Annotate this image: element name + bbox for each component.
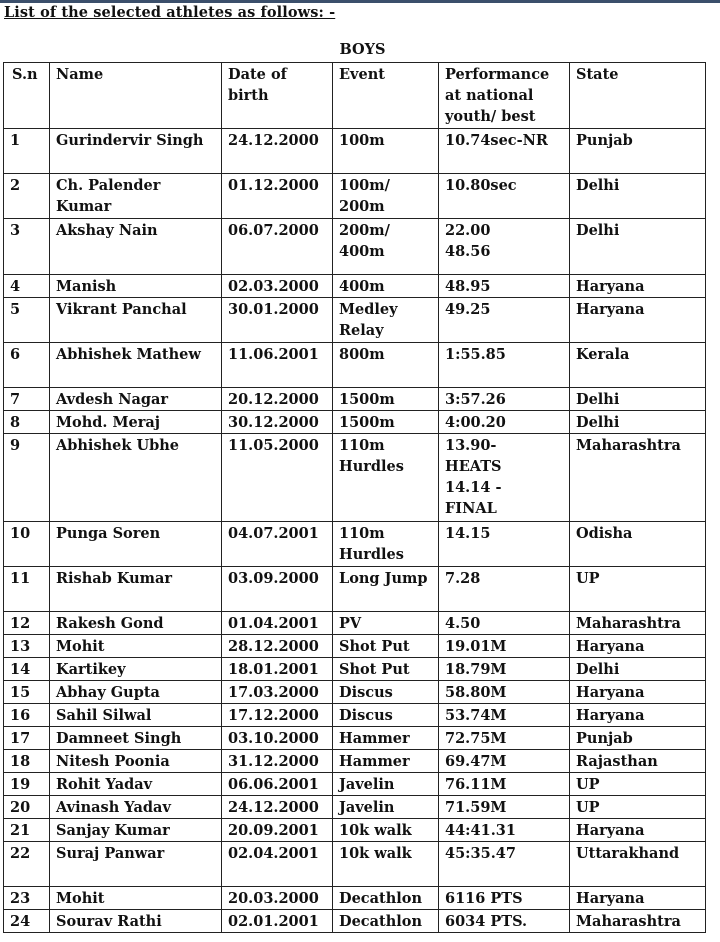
cell-performance: 4:00.20 [439, 411, 570, 434]
table-row [4, 411, 706, 434]
cell-event: Javelin [333, 773, 439, 796]
cell-performance: 10.80sec [439, 174, 570, 219]
cell-performance: 3:57.26 [439, 388, 570, 411]
cell-event: Hammer [333, 727, 439, 750]
page-heading: List of the selected athletes as follows: - [4, 4, 336, 21]
table-row [4, 174, 706, 219]
cell-event: Hammer [333, 750, 439, 773]
cell-date-of-birth: 11.05.2000 [222, 434, 333, 522]
cell-name: Abhay Gupta [50, 681, 222, 704]
cell-date-of-birth: 20.12.2000 [222, 388, 333, 411]
cell-name: Manish [50, 275, 222, 298]
cell-state: UP [570, 567, 706, 612]
cell-state: Maharashtra [570, 910, 706, 933]
cell-date-of-birth: 20.09.2001 [222, 819, 333, 842]
table-row [4, 635, 706, 658]
cell-state: Delhi [570, 388, 706, 411]
cell-state: Haryana [570, 275, 706, 298]
athletes-table [3, 62, 706, 933]
cell-state: Delhi [570, 658, 706, 681]
cell-state: Kerala [570, 343, 706, 388]
cell-event: 1500m [333, 411, 439, 434]
cell-serial: 12 [4, 612, 50, 635]
table-row [4, 819, 706, 842]
cell-date-of-birth: 03.10.2000 [222, 727, 333, 750]
cell-date-of-birth: 03.09.2000 [222, 567, 333, 612]
cell-performance: 6116 PTS [439, 887, 570, 910]
cell-name: Nitesh Poonia [50, 750, 222, 773]
cell-serial: 18 [4, 750, 50, 773]
cell-name: Suraj Panwar [50, 842, 222, 887]
header-row [4, 63, 706, 129]
header-name: Name [50, 63, 222, 129]
cell-name: Mohd. Meraj [50, 411, 222, 434]
cell-event: 10k walk [333, 819, 439, 842]
cell-state: Delhi [570, 411, 706, 434]
table-row [4, 842, 706, 887]
cell-state: Punjab [570, 129, 706, 174]
cell-state: Haryana [570, 887, 706, 910]
cell-date-of-birth: 17.03.2000 [222, 681, 333, 704]
cell-event: PV [333, 612, 439, 635]
cell-serial: 15 [4, 681, 50, 704]
table-row [4, 750, 706, 773]
table-row [4, 681, 706, 704]
cell-state: Uttarakhand [570, 842, 706, 887]
cell-serial: 6 [4, 343, 50, 388]
table-header [4, 63, 706, 129]
table-row [4, 129, 706, 174]
table-row [4, 219, 706, 275]
cell-performance: 69.47M [439, 750, 570, 773]
cell-performance: 53.74M [439, 704, 570, 727]
cell-date-of-birth: 24.12.2000 [222, 796, 333, 819]
table-body [4, 129, 706, 933]
cell-event: Decathlon [333, 887, 439, 910]
cell-name: Avinash Yadav [50, 796, 222, 819]
cell-name: Gurindervir Singh [50, 129, 222, 174]
cell-serial: 4 [4, 275, 50, 298]
table-row [4, 796, 706, 819]
cell-performance: 6034 PTS. [439, 910, 570, 933]
cell-performance: 1:55.85 [439, 343, 570, 388]
cell-state: Maharashtra [570, 434, 706, 522]
cell-performance: 13.90- HEATS 14.14 - FINAL [439, 434, 570, 522]
cell-state: Haryana [570, 704, 706, 727]
cell-state: Haryana [570, 819, 706, 842]
table-row [4, 275, 706, 298]
cell-event: Discus [333, 704, 439, 727]
cell-date-of-birth: 31.12.2000 [222, 750, 333, 773]
cell-performance: 22.00 48.56 [439, 219, 570, 275]
table-row [4, 887, 706, 910]
cell-event: 400m [333, 275, 439, 298]
cell-performance: 44:41.31 [439, 819, 570, 842]
cell-performance: 58.80M [439, 681, 570, 704]
cell-performance: 19.01M [439, 635, 570, 658]
cell-date-of-birth: 04.07.2001 [222, 522, 333, 567]
cell-serial: 7 [4, 388, 50, 411]
cell-event: 110m Hurdles [333, 522, 439, 567]
cell-name: Rohit Yadav [50, 773, 222, 796]
cell-event: 100m/ 200m [333, 174, 439, 219]
cell-state: Rajasthan [570, 750, 706, 773]
table-row [4, 434, 706, 522]
cell-performance: 14.15 [439, 522, 570, 567]
cell-name: Rishab Kumar [50, 567, 222, 612]
cell-date-of-birth: 11.06.2001 [222, 343, 333, 388]
cell-performance: 49.25 [439, 298, 570, 343]
cell-state: Odisha [570, 522, 706, 567]
table-row [4, 522, 706, 567]
table-row [4, 704, 706, 727]
cell-state: Haryana [570, 298, 706, 343]
cell-serial: 5 [4, 298, 50, 343]
header-date-of-birth: Date of birth [222, 63, 333, 129]
cell-serial: 3 [4, 219, 50, 275]
table-row [4, 910, 706, 933]
table-row [4, 773, 706, 796]
header-state: State [570, 63, 706, 129]
cell-serial: 22 [4, 842, 50, 887]
cell-date-of-birth: 02.01.2001 [222, 910, 333, 933]
cell-event: Medley Relay [333, 298, 439, 343]
cell-date-of-birth: 28.12.2000 [222, 635, 333, 658]
header-serial: S.n [4, 63, 50, 129]
cell-date-of-birth: 30.01.2000 [222, 298, 333, 343]
cell-serial: 9 [4, 434, 50, 522]
cell-performance: 7.28 [439, 567, 570, 612]
cell-date-of-birth: 06.06.2001 [222, 773, 333, 796]
table-row [4, 727, 706, 750]
cell-event: Discus [333, 681, 439, 704]
cell-name: Akshay Nain [50, 219, 222, 275]
table-row [4, 612, 706, 635]
cell-performance: 71.59M [439, 796, 570, 819]
cell-event: 800m [333, 343, 439, 388]
cell-state: UP [570, 796, 706, 819]
cell-date-of-birth: 06.07.2000 [222, 219, 333, 275]
cell-name: Punga Soren [50, 522, 222, 567]
cell-date-of-birth: 17.12.2000 [222, 704, 333, 727]
cell-state: Haryana [570, 681, 706, 704]
table-row [4, 388, 706, 411]
cell-serial: 17 [4, 727, 50, 750]
cell-date-of-birth: 02.03.2000 [222, 275, 333, 298]
cell-name: Vikrant Panchal [50, 298, 222, 343]
cell-serial: 14 [4, 658, 50, 681]
cell-performance: 10.74sec-NR [439, 129, 570, 174]
cell-event: Shot Put [333, 635, 439, 658]
cell-performance: 45:35.47 [439, 842, 570, 887]
cell-serial: 2 [4, 174, 50, 219]
cell-performance: 48.95 [439, 275, 570, 298]
header-event: Event [333, 63, 439, 129]
cell-name: Abhishek Ubhe [50, 434, 222, 522]
cell-name: Ch. Palender Kumar [50, 174, 222, 219]
cell-date-of-birth: 30.12.2000 [222, 411, 333, 434]
cell-serial: 13 [4, 635, 50, 658]
cell-serial: 1 [4, 129, 50, 174]
table-row [4, 343, 706, 388]
cell-serial: 16 [4, 704, 50, 727]
cell-serial: 8 [4, 411, 50, 434]
cell-state: UP [570, 773, 706, 796]
cell-performance: 4.50 [439, 612, 570, 635]
cell-date-of-birth: 01.04.2001 [222, 612, 333, 635]
section-title: BOYS [339, 41, 386, 58]
cell-name: Sourav Rathi [50, 910, 222, 933]
cell-date-of-birth: 18.01.2001 [222, 658, 333, 681]
cell-event: Long Jump [333, 567, 439, 612]
cell-name: Mohit [50, 635, 222, 658]
cell-name: Kartikey [50, 658, 222, 681]
table-row [4, 298, 706, 343]
table-row [4, 658, 706, 681]
cell-serial: 20 [4, 796, 50, 819]
cell-event: Javelin [333, 796, 439, 819]
top-border [0, 0, 720, 3]
table-row [4, 567, 706, 612]
cell-date-of-birth: 24.12.2000 [222, 129, 333, 174]
cell-serial: 23 [4, 887, 50, 910]
cell-event: 200m/ 400m [333, 219, 439, 275]
cell-serial: 21 [4, 819, 50, 842]
cell-event: 110m Hurdles [333, 434, 439, 522]
cell-name: Avdesh Nagar [50, 388, 222, 411]
cell-state: Delhi [570, 219, 706, 275]
cell-performance: 72.75M [439, 727, 570, 750]
cell-serial: 24 [4, 910, 50, 933]
cell-event: 1500m [333, 388, 439, 411]
cell-name: Mohit [50, 887, 222, 910]
cell-date-of-birth: 01.12.2000 [222, 174, 333, 219]
cell-event: 100m [333, 129, 439, 174]
cell-serial: 10 [4, 522, 50, 567]
cell-state: Delhi [570, 174, 706, 219]
cell-performance: 18.79M [439, 658, 570, 681]
cell-name: Rakesh Gond [50, 612, 222, 635]
cell-name: Damneet Singh [50, 727, 222, 750]
cell-event: Decathlon [333, 910, 439, 933]
cell-state: Haryana [570, 635, 706, 658]
cell-date-of-birth: 02.04.2001 [222, 842, 333, 887]
cell-event: 10k walk [333, 842, 439, 887]
cell-serial: 11 [4, 567, 50, 612]
cell-name: Sanjay Kumar [50, 819, 222, 842]
cell-name: Sahil Silwal [50, 704, 222, 727]
cell-performance: 76.11M [439, 773, 570, 796]
header-performance: Performance at national youth/ best [439, 63, 570, 129]
cell-serial: 19 [4, 773, 50, 796]
cell-state: Punjab [570, 727, 706, 750]
cell-state: Maharashtra [570, 612, 706, 635]
cell-event: Shot Put [333, 658, 439, 681]
cell-date-of-birth: 20.03.2000 [222, 887, 333, 910]
cell-name: Abhishek Mathew [50, 343, 222, 388]
